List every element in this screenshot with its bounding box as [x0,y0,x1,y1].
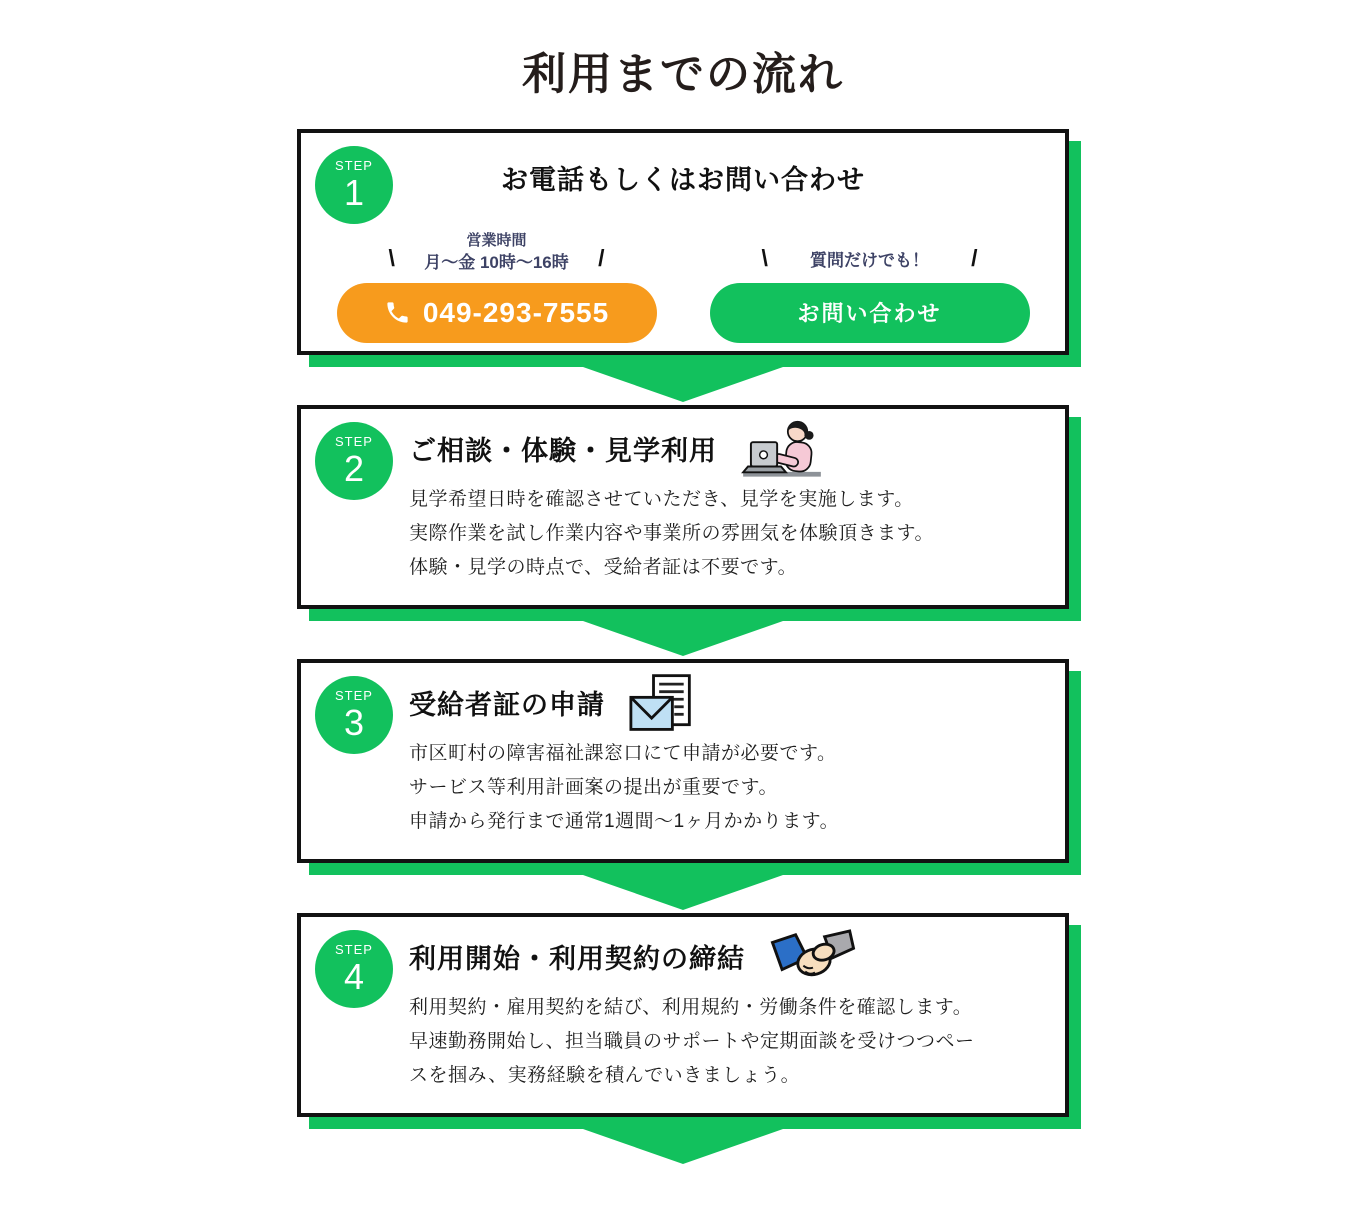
body-line: 市区町村の障害福祉課窓口にて申請が必要です。 [409,742,837,764]
step-3-box [297,659,1069,863]
woman-laptop-illustration [741,415,823,483]
step-number: 3 [343,701,365,743]
step-4-content [409,917,1041,1093]
flow-diagram [297,129,1069,1164]
phone-icon [384,299,411,326]
phone-number: 049-293-7555 [422,296,610,328]
body-line: 早速勤務開始し、担当職員のサポートや定期面談を受けつつペー [409,1030,975,1052]
step-3-badge [315,676,393,754]
step-number: 1 [343,171,365,213]
down-arrow [583,621,783,656]
contact-note-text: 質問だけでも！ [810,250,929,270]
step-4-box [297,913,1069,1117]
down-arrow [583,367,783,402]
contact-note [710,226,1030,274]
step-label: STEP [335,687,373,703]
phone-cta-group [337,226,657,343]
page-title: 利用までの流れ [522,50,844,99]
body-line: 体験・見学の時点で、受給者証は不要です。 [409,556,798,578]
step-2-box [297,405,1069,609]
step-3-title: 受給者証の申請 [409,690,605,721]
phone-call-button[interactable] [337,283,657,343]
body-line: 利用契約・雇用契約を結び、利用規約・労働条件を確認します。 [409,996,973,1018]
step-number: 4 [343,955,365,997]
down-arrow [583,1129,783,1164]
step-3-description [409,737,1041,839]
emphasis-mark-left: \ [388,244,395,271]
contact-cta-group [710,226,1030,343]
step-2-content [409,409,1041,585]
step-1-box [297,129,1069,355]
business-hours-label: 営業時間 [466,232,527,250]
step-2-title: ご相談・体験・見学利用 [409,436,717,467]
step-4-title: 利用開始・利用契約の締結 [409,944,745,975]
step-4-description [409,991,1041,1093]
emphasis-mark-right: / [598,244,605,271]
body-line: サービス等利用計画案の提出が重要です。 [409,776,778,798]
step-number: 2 [343,447,365,489]
envelope-document-icon [629,672,695,734]
step-1-title: お電話もしくはお問い合わせ [501,164,865,195]
step-label: STEP [335,941,373,957]
step-label: STEP [335,433,373,449]
step-4-badge [315,930,393,1008]
body-line: スを掴み、実務経験を積んでいきましょう。 [409,1064,801,1086]
step-1-badge [315,146,393,224]
body-line: 見学希望日時を確認させていただき、見学を実施します。 [409,488,914,510]
down-arrow [583,875,783,910]
handshake-icon [769,929,857,985]
emphasis-mark-right: / [971,244,978,271]
step-label: STEP [335,157,373,173]
cta-row [301,226,1065,343]
business-hours-note [337,226,657,274]
contact-button[interactable]: お問い合わせ [710,283,1030,343]
step-2-badge [315,422,393,500]
emphasis-mark-left: \ [761,244,768,271]
body-line: 申請から発行まで通常1週間〜1ヶ月かかります。 [409,810,840,832]
body-line: 実際作業を試し作業内容や事業所の雰囲気を体験頂きます。 [409,522,934,544]
step-2-description [409,483,1041,585]
step-3-content [409,663,1041,839]
business-hours-value: 月〜金 10時〜16時 [424,252,569,272]
